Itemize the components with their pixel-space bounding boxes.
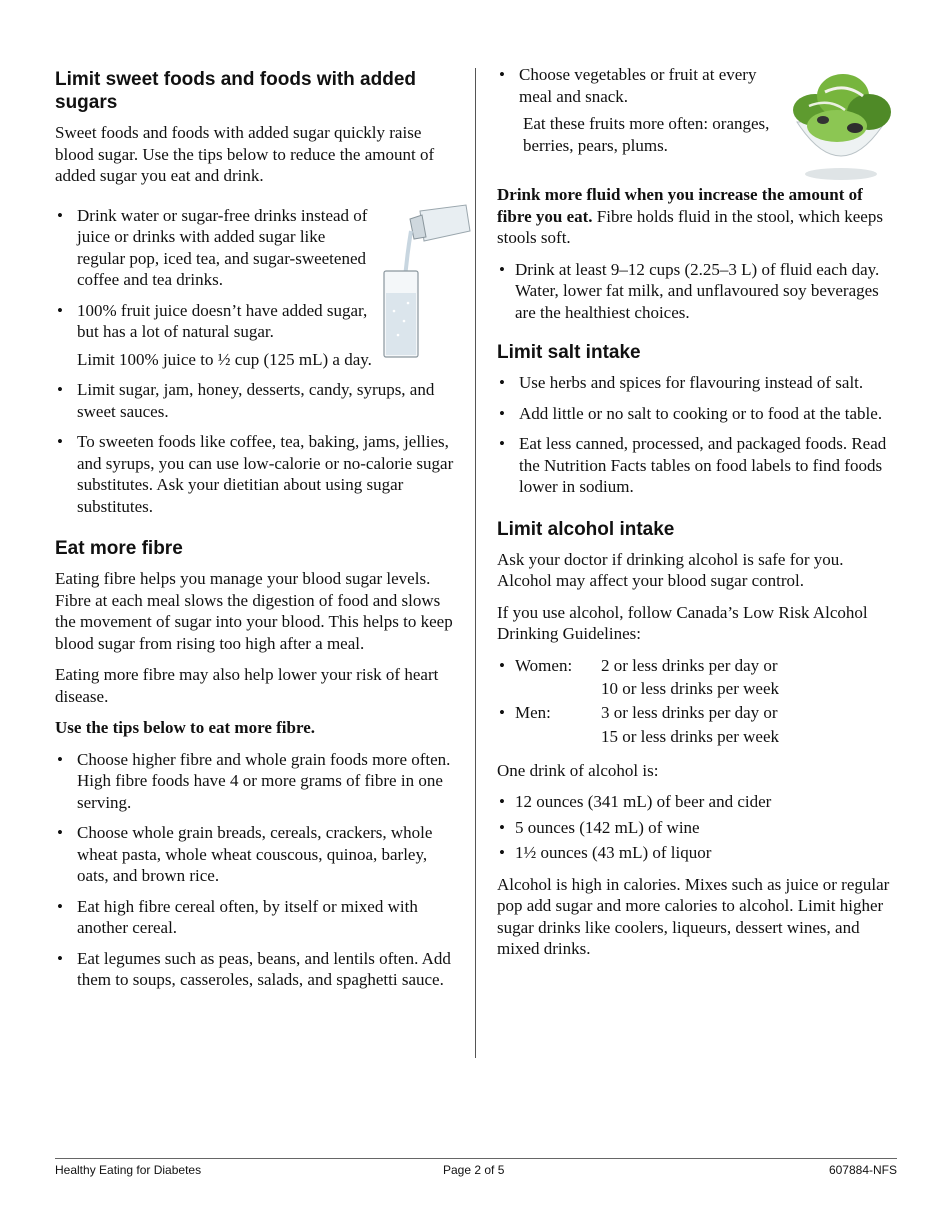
veg-tip: • Choose vegetables or fruit at every meal and snack.	[519, 65, 757, 106]
column-divider	[475, 68, 476, 1058]
sugar-intro: Sweet foods and foods with added sugar quickly raise blood sugar. Use the tips below to reduce the amount of added sugar you eat and drink.	[55, 123, 435, 185]
juice-note: Limit 100% juice to ½ cup (125 mL) a day.	[77, 349, 372, 369]
list-item: • Eat less canned, processed, and packaged foods. Read the Nutrition Facts tables on food labels to find foods lower in sodium.	[497, 433, 897, 498]
list-item: • Use herbs and spices for flavouring instead of salt.	[497, 372, 897, 394]
section-limit-alcohol	[497, 518, 897, 960]
fibre-tips-list	[55, 749, 460, 991]
section-limit-sugar	[55, 68, 460, 517]
list-item: • 12 ounces (341 mL) of beer and cider	[497, 791, 897, 813]
juice-tip: • 100% fruit juice doesn’t have added sugar, but has a lot of natural sugar.	[77, 300, 368, 341]
fluid-rest: Fibre holds fluid in the stool, which keeps stools soft.	[497, 206, 883, 247]
heading-limit-alcohol: Limit alcohol intake	[497, 518, 675, 540]
right-column	[497, 64, 897, 970]
left-column	[55, 64, 460, 1000]
fibre-tips-lead: Use the tips below to eat more fibre.	[55, 718, 315, 737]
guideline-women	[497, 655, 897, 703]
footer-code: 607884-NFS	[828, 1163, 897, 1177]
list-item	[497, 64, 897, 156]
fluid-lead: Drink more fluid when you increase the amount of fibre you eat.	[497, 185, 863, 226]
list-item	[55, 300, 460, 371]
fluid-paragraph	[497, 184, 897, 249]
list-item: • Choose whole grain breads, cereals, crackers, whole wheat pasta, whole wheat couscous, quinoa, barley, oats, and brown rice.	[55, 822, 460, 887]
heading-limit-salt: Limit salt intake	[497, 342, 641, 363]
list-item: • Drink at least 9–12 cups (2.25–3 L) of fluid each day. Water, lower fat milk, and unflavoured soy beverages are the healthiest choices.	[497, 259, 897, 324]
list-item: • To sweeten foods like coffee, tea, baking, jams, jellies, and syrups, you can use low-calorie or no-calorie sugar substitutes. Ask your dietitian about using sugar substitutes.	[55, 431, 460, 517]
veg-list	[497, 64, 897, 156]
women-label: • Women:	[515, 655, 573, 675]
section-eat-fibre	[55, 537, 460, 991]
fruits-note: Eat these fruits more often: oranges, berries, pears, plums.	[523, 114, 770, 155]
heading-eat-fibre: Eat more fibre	[55, 538, 183, 559]
alcohol-para-1: Ask your doctor if drinking alcohol is safe for you. Alcohol may affect your blood sugar control.	[497, 549, 844, 590]
men-label: • Men:	[515, 703, 551, 722]
guideline-men	[497, 702, 897, 750]
footer-page-number: Page 2 of 5	[443, 1163, 505, 1177]
salt-tips-list	[497, 372, 897, 498]
fibre-para-1: Eating fibre helps you manage your blood sugar levels. Fibre at each meal slows the digestion of food and slows the movement of sugar into your blood. This helps to keep blood sugar from rising too high after a meal.	[55, 569, 453, 653]
heading-limit-sugar: Limit sweet foods and foods with added sugars	[55, 69, 417, 113]
men-week: 15 or less drinks per week	[601, 726, 779, 746]
list-item: • Choose higher fibre and whole grain foods more often. High fibre foods have 4 or more grams of fibre in one serving.	[55, 749, 460, 814]
women-day: 2 or less drinks per day or	[601, 655, 778, 675]
one-drink-lead: One drink of alcohol is:	[497, 760, 659, 780]
list-item: • Add little or no salt to cooking or to food at the table.	[497, 403, 897, 425]
footer-title: Healthy Eating for Diabetes	[55, 1163, 202, 1177]
fluid-list	[497, 259, 897, 324]
list-item: • 5 ounces (142 mL) of wine	[497, 817, 897, 839]
women-week: 10 or less drinks per week	[601, 679, 779, 698]
men-day: 3 or less drinks per day or	[601, 703, 778, 722]
alcohol-closing: Alcohol is high in calories. Mixes such as juice or regular pop add sugar and more calories to alcohol. Limit higher sugar drinks like coolers, liqueurs, dessert wines, and mixed drinks.	[497, 874, 890, 958]
fibre-para-2: Eating more fibre may also help lower your risk of heart disease.	[55, 665, 439, 706]
list-item: • Eat high fibre cereal often, by itself or mixed with another cereal.	[55, 896, 460, 939]
alcohol-para-2: If you use alcohol, follow Canada’s Low Risk Alcohol Drinking Guidelines:	[497, 602, 868, 643]
drink-sizes-list	[497, 791, 897, 864]
guidelines-list	[497, 655, 897, 750]
list-item: • Eat legumes such as peas, beans, and lentils often. Add them to soups, casseroles, salads, and spaghetti sauce.	[55, 948, 460, 991]
list-item: • Limit sugar, jam, honey, desserts, candy, syrups, and sweet sauces.	[55, 379, 460, 422]
page-footer	[55, 1158, 897, 1177]
section-limit-salt	[497, 341, 897, 498]
list-item: • Drink water or sugar-free drinks instead of juice or drinks with added sugar like regular pop, iced tea, and sugar-sweetened coffee and tea drinks.	[55, 205, 368, 291]
list-item: • 1½ ounces (43 mL) of liquor	[497, 842, 897, 864]
